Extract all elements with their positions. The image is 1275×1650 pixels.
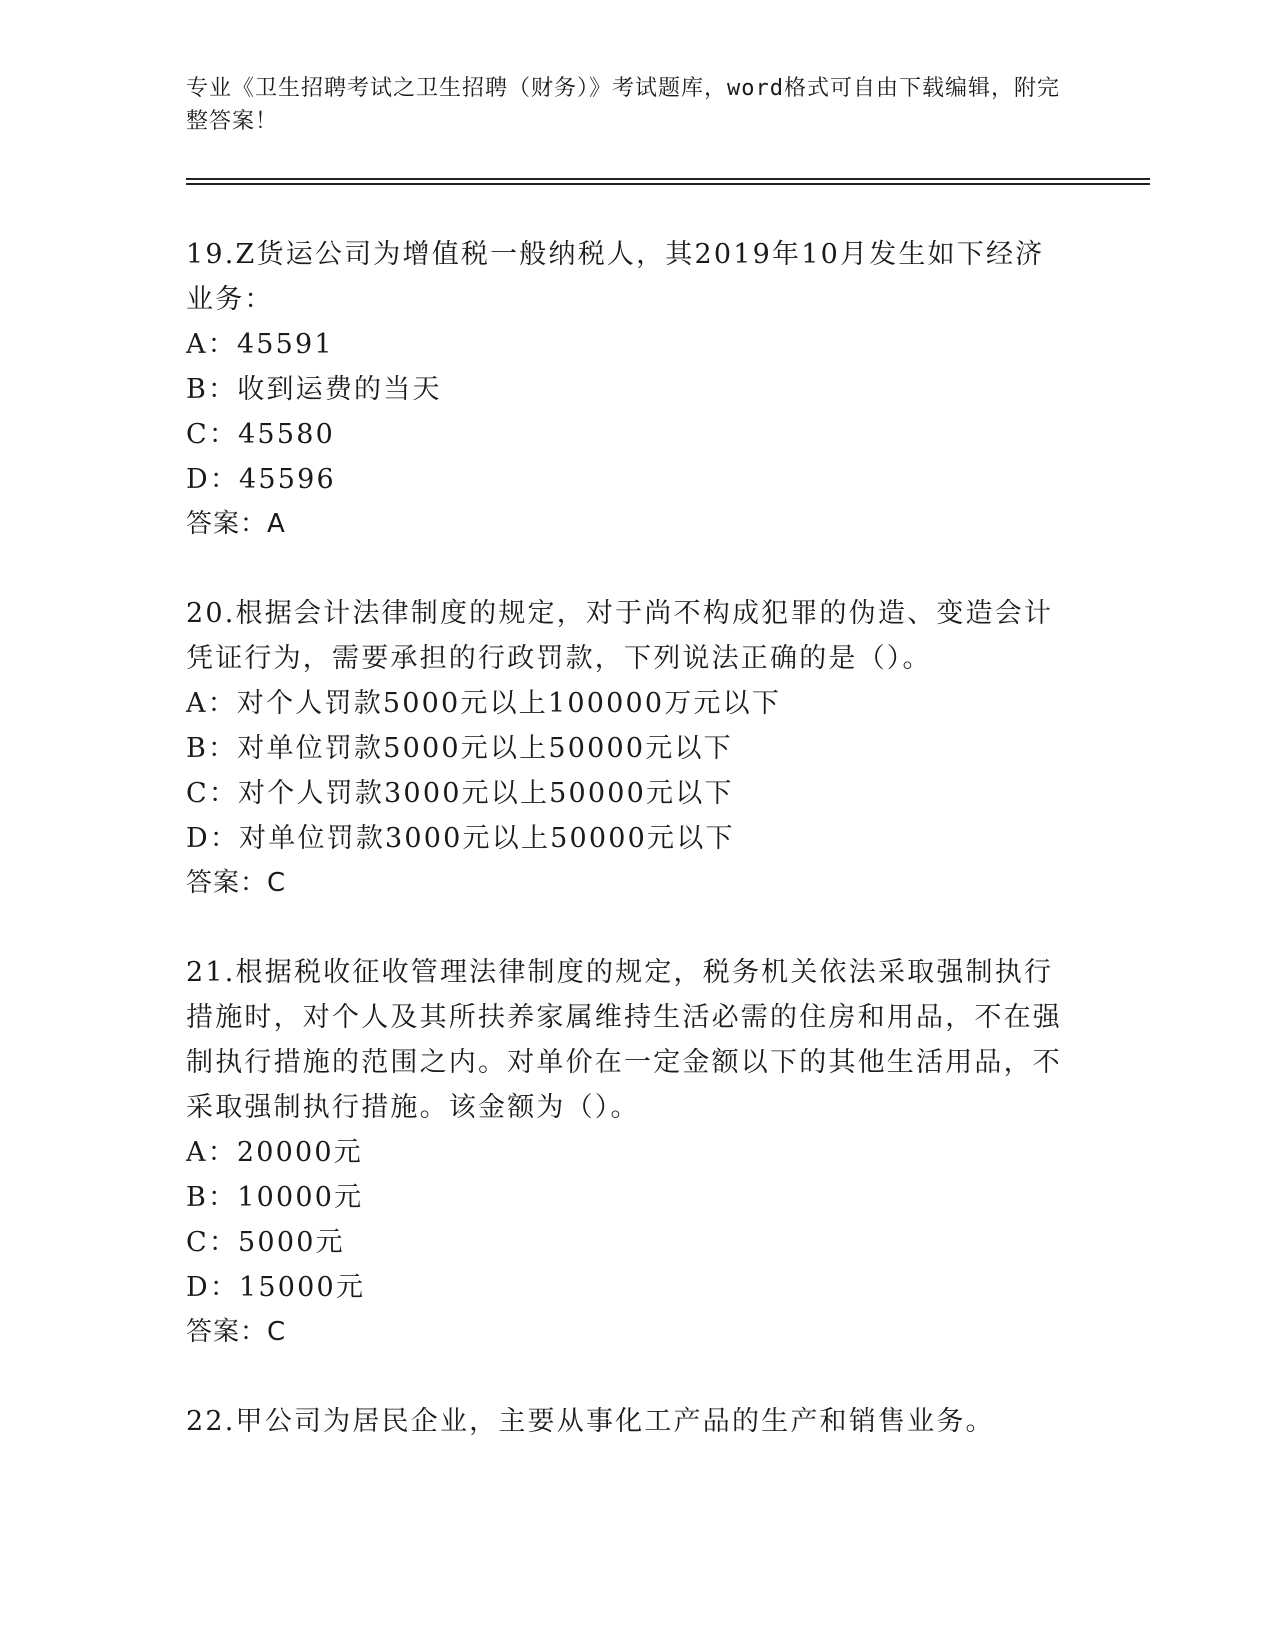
answer-value: C (267, 1317, 287, 1347)
question-22 (186, 1399, 1066, 1444)
document-intro: 专业《卫生招聘考试之卫生招聘（财务）》考试题库，word格式可自由下载编辑，附完整答案！ (186, 76, 1060, 134)
question-stem: 22.甲公司为居民企业，主要从事化工产品的生产和销售业务。 (186, 1406, 995, 1437)
option-c: C：5000元 (186, 1227, 345, 1258)
answer-line (186, 861, 1066, 906)
option-d: D：对单位罚款3000元以上50000元以下 (186, 823, 735, 854)
option-b: B：收到运费的当天 (186, 374, 442, 405)
question-21 (186, 950, 1066, 1355)
question-19 (186, 232, 1066, 547)
option-c: C：对个人罚款3000元以上50000元以下 (186, 778, 734, 809)
option-b: B：10000元 (186, 1182, 364, 1213)
answer-label: 答案： (186, 509, 268, 539)
option-a: A：20000元 (186, 1137, 363, 1168)
answer-value: C (267, 868, 287, 898)
header-divider-top (186, 178, 1150, 180)
question-stem: 21.根据税收征收管理法律制度的规定，税务机关依法采取强制执行措施时，对个人及其所扶养家属维持生活必需的住房和用品，不在强制执行措施的范围之内。对单价在一定金额以下的其他生活用品，不采取强制执行措施。该金额为（）。 (186, 957, 1062, 1123)
option-c: C：45580 (186, 419, 335, 450)
option-b: B：对单位罚款5000元以上50000元以下 (186, 733, 733, 764)
question-20 (186, 591, 1066, 906)
option-d: D：15000元 (186, 1272, 366, 1303)
answer-value: A (267, 509, 286, 539)
answer-line (186, 502, 1066, 547)
option-a: A：45591 (186, 329, 334, 360)
answer-label: 答案： (186, 1317, 268, 1347)
question-stem: 20.根据会计法律制度的规定，对于尚不构成犯罪的伪造、变造会计凭证行为，需要承担的行政罚款，下列说法正确的是（）。 (186, 598, 1054, 674)
answer-label: 答案： (186, 868, 268, 898)
question-list (186, 232, 1066, 1488)
option-d: D：45596 (186, 464, 336, 495)
question-stem: 19.Z货运公司为增值税一般纳税人，其2019年10月发生如下经济业务： (186, 239, 1045, 315)
header-divider-bottom (186, 183, 1150, 185)
option-a: A：对个人罚款5000元以上100000万元以下 (186, 688, 782, 719)
answer-line (186, 1310, 1066, 1355)
